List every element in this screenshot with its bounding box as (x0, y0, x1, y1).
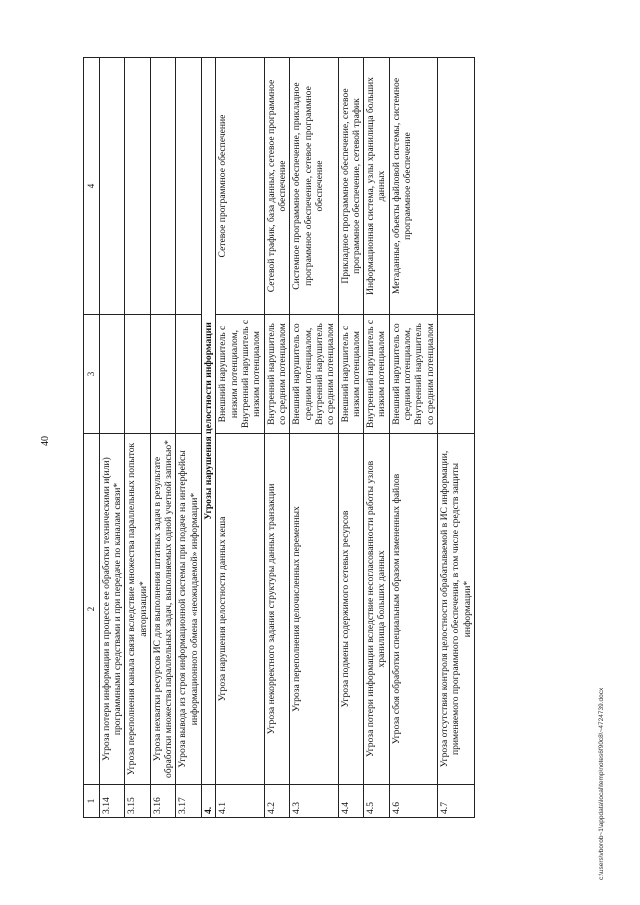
threat-name: Угроза сбоя обработки специальным образом измененных файлов (389, 434, 437, 785)
threat-name: Угроза потери информации в процессе ее обработки техническими и(или) программными средствами и при передаче по каналам связи* (99, 434, 125, 785)
rotated-table-container (83, 58, 569, 818)
table-row (438, 58, 475, 818)
threat-name: Угроза переполнения целочисленных переменных (290, 434, 338, 785)
row-number: 4.7 (438, 785, 475, 818)
row-number: 4.2 (264, 785, 290, 818)
header-col-1: 1 (84, 785, 100, 818)
row-number: 4.4 (338, 785, 364, 818)
threat-name: Угроза отсутствия контроля целостности обрабатываемой в ИС информации, применяемого программного обеспечения, в том числе средств защиты информации* (438, 434, 475, 785)
violator-type (99, 315, 125, 434)
table-header-row (84, 58, 100, 818)
table-row (290, 58, 338, 818)
impact-object (99, 58, 125, 315)
violator-type (438, 315, 475, 434)
violator-type: Внешний нарушитель со средним потенциалом, Внутренний нарушитель со средним потенциалом (389, 315, 437, 434)
threat-name: Угроза подмены содержимого сетевых ресурсов (338, 434, 364, 785)
impact-object (125, 58, 151, 315)
row-number: 3.15 (125, 785, 151, 818)
header-col-2: 2 (84, 434, 100, 785)
row-number: 4.5 (364, 785, 390, 818)
impact-object: Прикладное программное обеспечение, сетевое программное обеспечение, сетевой трафик (338, 58, 364, 315)
violator-type: Внешний нарушитель со средним потенциалом, Внутренний нарушитель со средним потенциалом (290, 315, 338, 434)
violator-type: Внешний нарушитель с низким потенциалом (338, 315, 364, 434)
table-row (338, 58, 364, 818)
table-row (264, 58, 290, 818)
section-row (202, 58, 216, 818)
threat-name: Угроза потери информации вследствие несогласованности работы узлов хранилища больших данных (364, 434, 390, 785)
table-row (125, 58, 151, 818)
table-row (99, 58, 125, 818)
violator-type: Внутренний нарушитель с низким потенциалом (364, 315, 390, 434)
header-col-3: 3 (84, 315, 100, 434)
section-number: 4. (202, 785, 216, 818)
table-row (216, 58, 264, 818)
threat-name: Угроза вывода из строя информационной системы при подаче на интерфейсы информационного обмена «неожидаемой» информации* (176, 434, 202, 785)
impact-object (176, 58, 202, 315)
violator-type (176, 315, 202, 434)
violator-type (125, 315, 151, 434)
row-number: 3.17 (176, 785, 202, 818)
impact-object: Сетевое программное обеспечение (216, 58, 264, 315)
row-number: 3.14 (99, 785, 125, 818)
header-col-4: 4 (84, 58, 100, 315)
table-row (176, 58, 202, 818)
violator-type: Внешний нарушитель с низким потенциалом, Внутренний нарушитель с низким потенциалом (216, 315, 264, 434)
violator-type (150, 315, 176, 434)
impact-object (150, 58, 176, 315)
threat-name: Угроза переполнения канала связи вследствие множества параллельных попыток авторизации* (125, 434, 151, 785)
table-row (150, 58, 176, 818)
section-title: Угрозы нарушения целостности информации (202, 58, 216, 785)
row-number: 4.1 (216, 785, 264, 818)
table-row (389, 58, 437, 818)
impact-object: Метаданные, объекты файловой системы, системное программное обеспечение (389, 58, 437, 315)
threats-table (83, 57, 475, 818)
threat-name: Угроза нехватки ресурсов ИС для выполнения штатных задач в результате обработки множества параллельных задач, выполняемых одной учетной записью* (150, 434, 176, 785)
page-number: 40 (40, 436, 51, 446)
table-row (364, 58, 390, 818)
file-path-footer: c:\users\vborob~1\appdata\local\temp\notes6f90c8\~4724739.docx (598, 687, 605, 880)
row-number: 4.6 (389, 785, 437, 818)
threat-name: Угроза нарушения целостности данных кеша (216, 434, 264, 785)
impact-object: Информационная система, узлы хранилища больших данных (364, 58, 390, 315)
threat-name: Угроза некорректного задания структуры данных транзакции (264, 434, 290, 785)
impact-object: Сетевой трафик, база данных, сетевое программное обеспечение (264, 58, 290, 315)
row-number: 3.16 (150, 785, 176, 818)
impact-object (438, 58, 475, 315)
violator-type: Внутренний нарушитель со средним потенциалом (264, 315, 290, 434)
impact-object: Системное программное обеспечение, прикладное программное обеспечение, сетевое программное обеспечение (290, 58, 338, 315)
row-number: 4.3 (290, 785, 338, 818)
